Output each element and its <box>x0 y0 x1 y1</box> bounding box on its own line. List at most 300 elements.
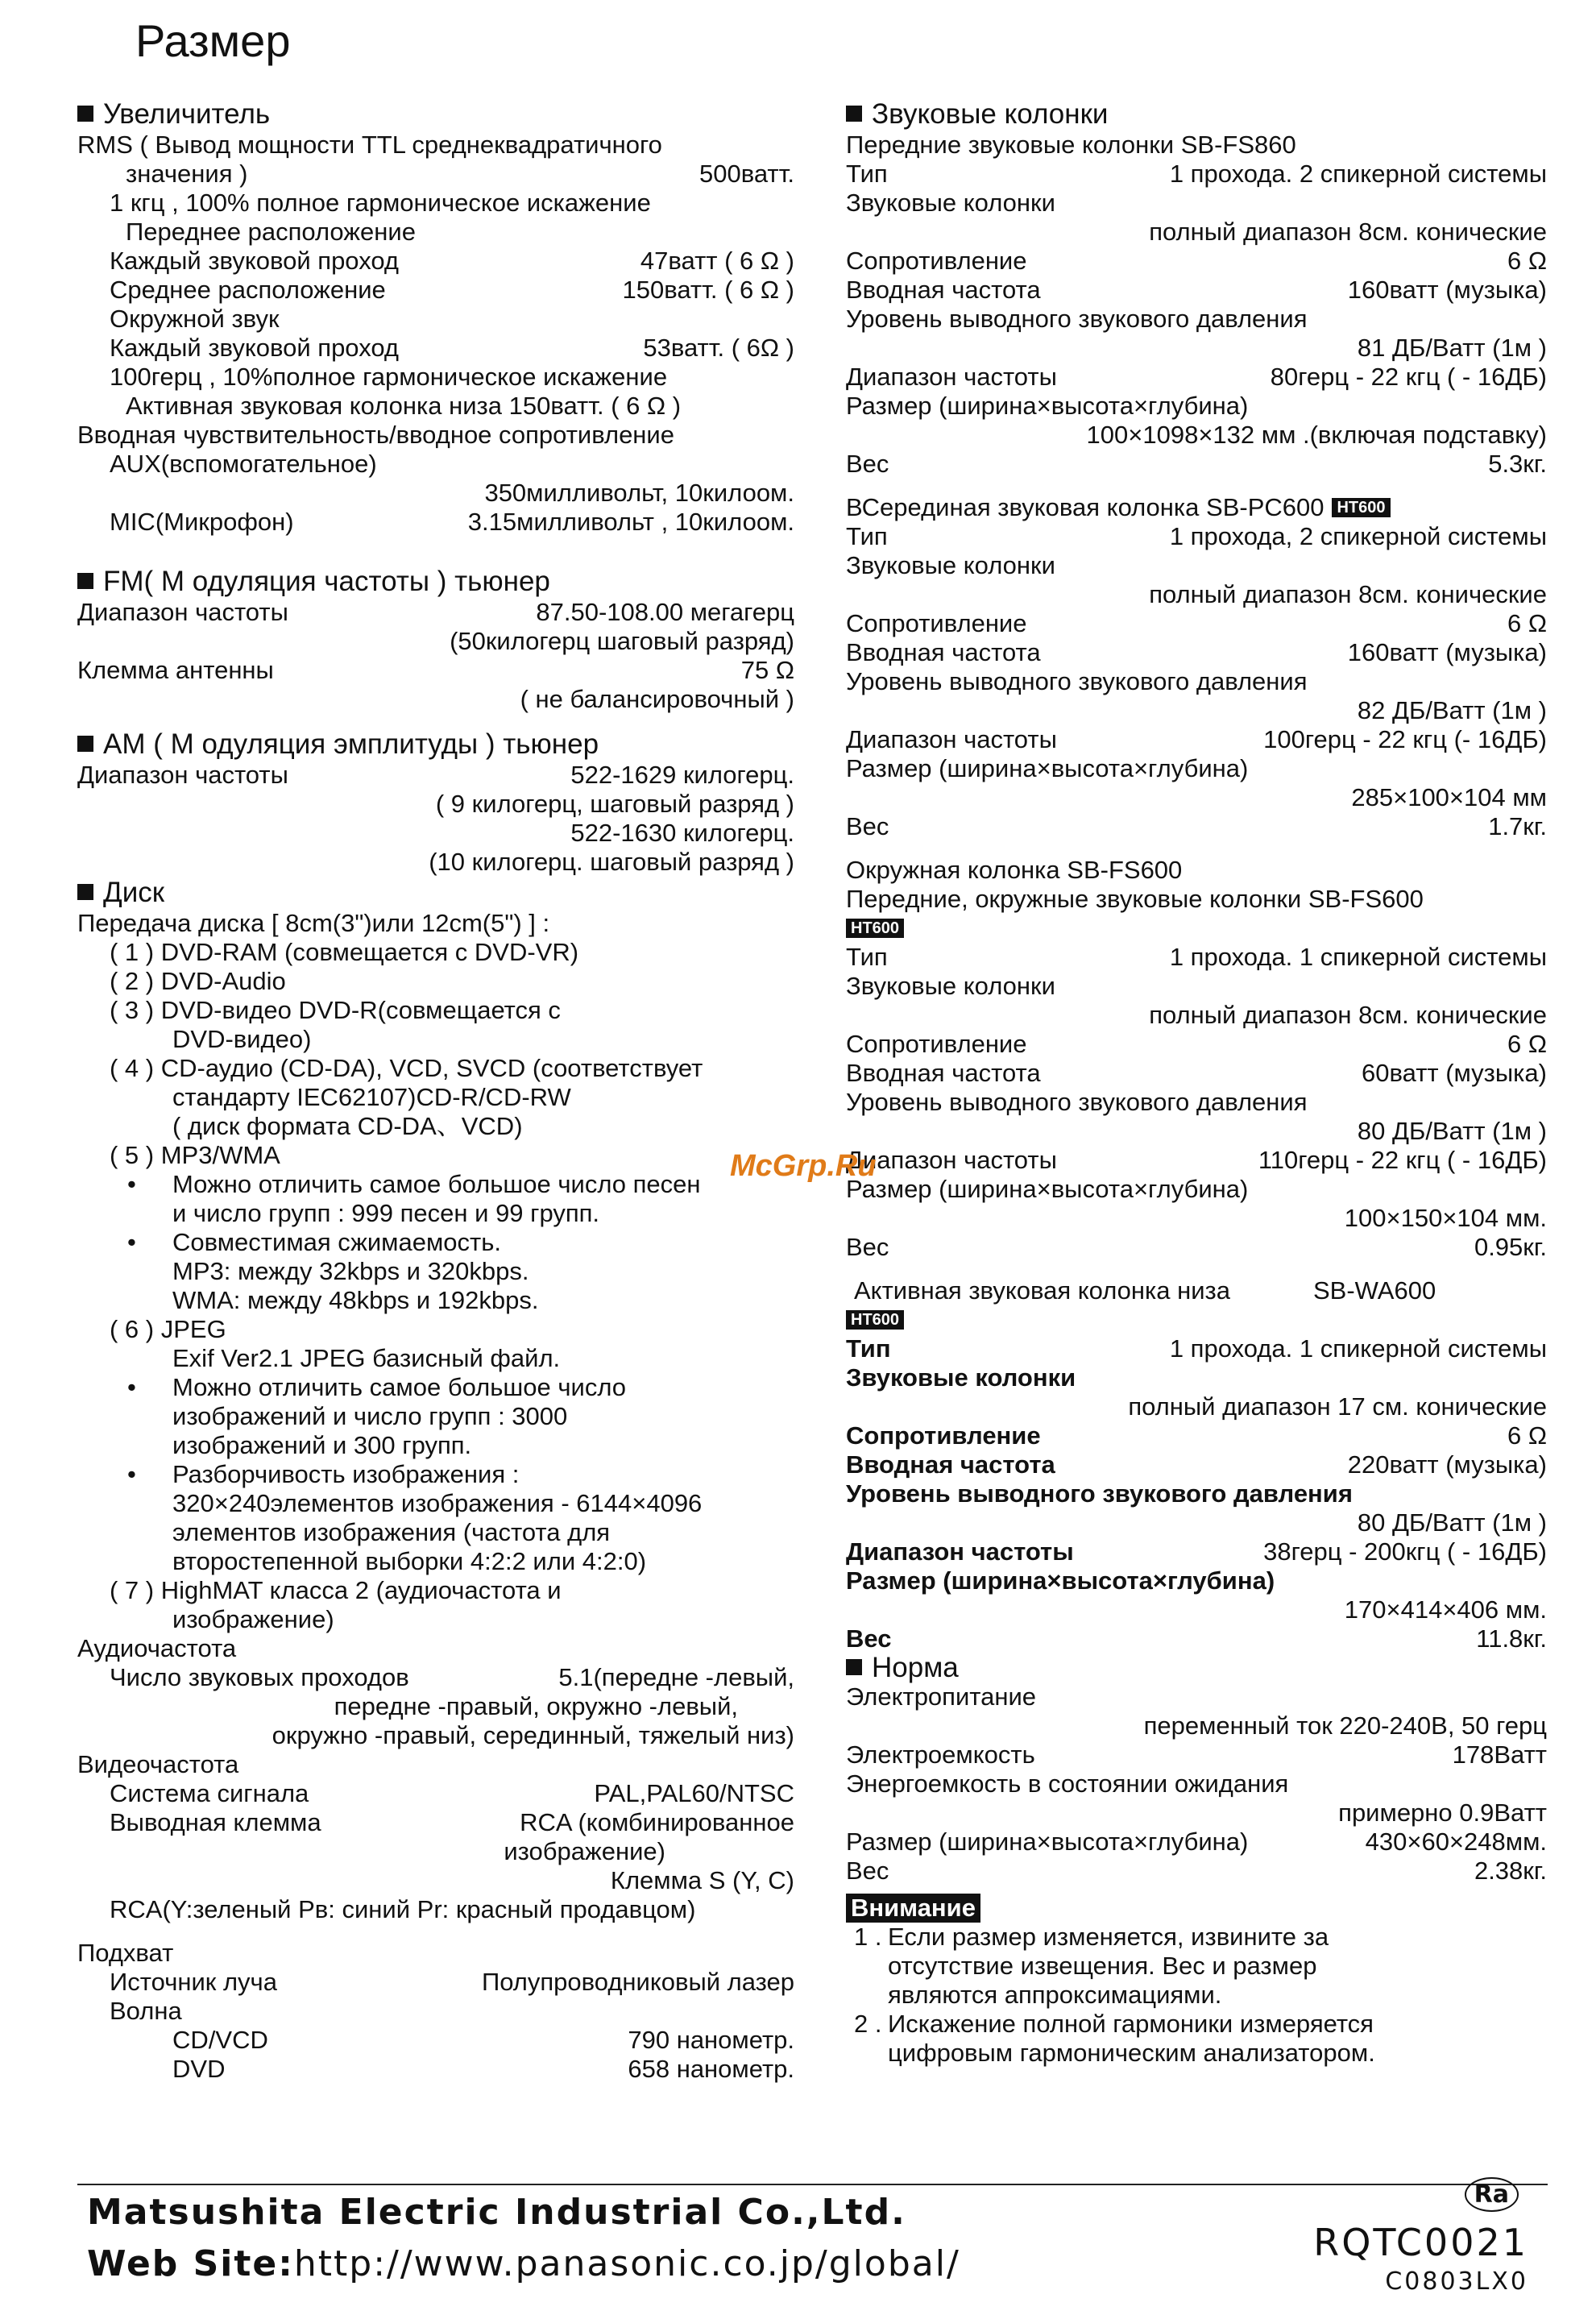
bullet-text: Можно отличить самое большое число песен <box>172 1170 701 1198</box>
spec-row <box>77 334 794 363</box>
spec-value: 110герц - 22 кгц ( - 16ДБ) <box>1258 1146 1547 1174</box>
spec-value: переменный ток 220-240В, 50 герц <box>1143 1711 1547 1740</box>
disc-item-text: WMA: между 48kbps и 192kbps. <box>172 1286 539 1314</box>
spec-row <box>846 1334 1547 1363</box>
footer-divider <box>77 2184 1548 2185</box>
disc-item <box>77 1518 794 1547</box>
spec-row <box>846 1001 1547 1030</box>
warning-label-row <box>846 1894 1547 1923</box>
spec-label: Аудиочастота <box>77 1634 237 1662</box>
spec-row <box>846 1537 1547 1566</box>
spec-row <box>846 247 1547 276</box>
note-text: Если размер изменяется, извините за <box>888 1923 1329 1951</box>
spec-label: Вес <box>846 812 889 840</box>
disc-item-text: ( 3 ) DVD-видео DVD-R(совмещается с <box>110 996 561 1024</box>
spec-row <box>77 189 794 218</box>
spec-value: полный диапазон 8см. конические <box>1149 580 1547 608</box>
spec-value: 150ватт. ( 6 Ω ) <box>622 276 794 304</box>
spec-value: 500ватт. <box>699 160 794 188</box>
spec-row <box>77 131 794 160</box>
speaker-title-wrap <box>846 493 1391 522</box>
spec-value: 87.50-108.00 мегагерц <box>536 598 794 626</box>
document-code: RQTC0021 <box>1313 2221 1528 2264</box>
note-text: Искажение полной гармоники измеряется <box>888 2010 1374 2038</box>
bullet-item <box>77 1373 794 1402</box>
spec-value: Полупроводниковый лазер <box>481 1968 794 1996</box>
spec-row <box>846 1175 1547 1204</box>
spec-label: Диапазон частоты <box>846 363 1057 391</box>
model-badge: HT600 <box>1332 498 1390 517</box>
spec-value: 1 прохода. 1 спикерной системы <box>1169 1334 1547 1363</box>
disc-item-text: ( 4 ) CD-аудио (CD-DA), VCD, SVCD (соответствует <box>110 1054 703 1082</box>
speaker-title-text: Активная звуковая колонка низа <box>854 1276 1230 1305</box>
amp-heading <box>77 98 794 131</box>
spec-label: Звуковые колонки <box>846 972 1055 1000</box>
spec-label: Активная звуковая колонка низа 150ватт. ( 6 Ω ) <box>126 392 682 420</box>
disc-item <box>77 1257 794 1286</box>
spec-row <box>846 638 1547 667</box>
spec-row <box>846 189 1547 218</box>
spec-label: Уровень выводного звукового давления <box>846 667 1308 695</box>
disc-item <box>77 1141 794 1170</box>
spec-value: 6 Ω <box>1507 247 1547 275</box>
spec-label: Система сигнала <box>110 1779 309 1807</box>
spec-label: Число звуковых проходов <box>110 1663 409 1691</box>
spec-label: Вес <box>846 450 889 478</box>
disc-item-text: MP3: между 32kbps и 320kbps. <box>172 1257 529 1285</box>
spec-value: 81 ДБ/Ватт (1м ) <box>1357 334 1547 362</box>
spec-value: Клемма S (Y, C) <box>610 1866 794 1894</box>
spec-label: Уровень выводного звукового давления <box>846 305 1308 333</box>
disc-item <box>77 1489 794 1518</box>
spec-row <box>846 421 1547 450</box>
spec-value: 430×60×248мм. <box>1365 1828 1547 1856</box>
speaker-model: SB-WA600 <box>1313 1276 1436 1305</box>
spec-value: (50килогерц шаговый разряд) <box>450 627 794 655</box>
spec-row <box>77 276 794 305</box>
spec-label: Среднее расположение <box>110 276 386 304</box>
speakers-heading <box>846 98 1547 131</box>
spec-label: Звуковые колонки <box>846 1363 1076 1392</box>
spec-label: Уровень выводного звукового давления <box>846 1088 1308 1116</box>
spec-value: 47ватт ( 6 Ω ) <box>640 247 794 275</box>
spec-row <box>846 160 1547 189</box>
bullet-item <box>77 1228 794 1257</box>
spec-row <box>77 1808 794 1837</box>
spec-label: Вводная частота <box>846 1059 1041 1087</box>
spec-row <box>846 334 1547 363</box>
disc-item-text: Exif Ver2.1 JPEG базисный файл. <box>172 1344 561 1372</box>
spec-row <box>77 247 794 276</box>
spec-row <box>846 783 1547 812</box>
spec-label: Тип <box>846 943 888 971</box>
square-bullet-icon <box>846 106 862 122</box>
bullet-text: Можно отличить самое большое число <box>172 1373 626 1401</box>
speaker-title-text: Передние звуковые колонки SB-FS860 <box>846 131 1296 159</box>
spec-row <box>77 2026 794 2055</box>
spec-row <box>846 218 1547 247</box>
spec-label: Выводная клемма <box>110 1808 321 1836</box>
am-heading <box>77 728 794 761</box>
disc-item <box>77 1025 794 1054</box>
spec-label: Электропитание <box>846 1682 1037 1711</box>
spec-label: Сопротивление <box>846 1030 1027 1058</box>
spec-row <box>846 1682 1547 1711</box>
spec-label: Электроемкость <box>846 1740 1035 1769</box>
spec-label: Клемма антенны <box>77 656 274 684</box>
spec-value: 160ватт (музыка) <box>1347 638 1547 666</box>
square-bullet-icon <box>77 573 93 589</box>
spec-value: примерно 0.9Ватт <box>1338 1798 1547 1827</box>
speaker-title <box>846 856 1547 885</box>
disc-item-text: ( 2 ) DVD-Audio <box>110 967 286 995</box>
note-text: цифровым гармоническим анализатором. <box>888 2039 1375 2067</box>
spec-value: 100герц - 22 кгц (- 16ДБ) <box>1263 725 1547 753</box>
speaker-title-text: Передние, окружные звуковые колонки SB-FS600 <box>846 885 1424 913</box>
spec-label: Размер (ширина×высота×глубина) <box>846 392 1249 420</box>
spec-row <box>77 819 794 848</box>
spec-row <box>846 1798 1547 1828</box>
spec-row <box>77 305 794 334</box>
spec-value: 2.38кг. <box>1474 1857 1547 1885</box>
disc-item <box>77 1605 794 1634</box>
disc-heading <box>77 877 794 909</box>
spec-row <box>77 656 794 685</box>
spec-row <box>846 696 1547 725</box>
spec-row <box>77 1663 794 1692</box>
disc-item-text: ( 6 ) JPEG <box>110 1315 226 1343</box>
spec-label: RMS ( Вывод мощности TTL среднеквадратичного <box>77 131 662 159</box>
spec-value: 522-1630 килогерц. <box>570 819 794 847</box>
spec-label: Диапазон частоты <box>846 1146 1057 1174</box>
spec-value: 38герц - 200кгц ( - 16ДБ) <box>1263 1537 1547 1566</box>
fm-heading <box>77 566 794 598</box>
spec-label: Размер (ширина×высота×глубина) <box>846 1566 1275 1595</box>
spec-label: Диапазон частоты <box>846 1537 1074 1566</box>
spec-row <box>846 551 1547 580</box>
note-text: отсутствие извещения. Вес и размер <box>888 1952 1317 1980</box>
spec-row <box>846 1828 1547 1857</box>
spec-value: 5.3кг. <box>1488 450 1547 478</box>
speaker-title-text: Окружная колонка SB-FS600 <box>846 856 1183 884</box>
spec-value: передне -правый, окружно -левый, <box>334 1692 738 1720</box>
disc-item <box>77 1431 794 1460</box>
spec-row <box>77 1895 794 1924</box>
spec-label: Вводная частота <box>846 638 1041 666</box>
disc-item-text: стандарту IEC62107)CD-R/CD-RW <box>172 1083 571 1111</box>
spec-value: 1 прохода. 1 спикерной системы <box>1169 943 1547 971</box>
spec-label: Вес <box>846 1233 889 1261</box>
spec-label: Тип <box>846 522 888 550</box>
bullet-item <box>77 1460 794 1489</box>
spec-value: PAL,PAL60/NTSC <box>594 1779 794 1807</box>
spec-label: Диапазон частоты <box>846 725 1057 753</box>
spec-row <box>77 508 794 537</box>
disc-item-text: второстепенной выборки 4:2:2 или 4:2:0) <box>172 1547 647 1575</box>
page-title: Размер <box>135 15 291 66</box>
spec-value: 6 Ω <box>1507 1421 1547 1450</box>
spec-label: AUX(вспомогательное) <box>110 450 377 478</box>
spec-row <box>77 627 794 656</box>
note-item <box>846 1923 1547 1952</box>
am-heading-text: AM ( М одуляция эмплитуды ) тьюнер <box>103 728 599 760</box>
note-item <box>846 1981 1547 2010</box>
left-column <box>77 98 794 2084</box>
spec-label: Размер (ширина×высота×глубина) <box>846 1828 1249 1856</box>
spec-row <box>77 1634 794 1663</box>
spec-label: DVD <box>172 2055 226 2083</box>
spec-value: 60ватт (музыка) <box>1362 1059 1547 1087</box>
spec-row <box>77 1968 794 1997</box>
spec-label: Источник луча <box>110 1968 277 1996</box>
spec-label: Окружной звук <box>110 305 280 333</box>
note-text: являются аппроксимациями. <box>888 1981 1222 2009</box>
spec-row <box>846 1450 1547 1479</box>
spec-note: 100герц , 10%полное гармоническое искажение <box>110 363 668 391</box>
spec-value: 6 Ω <box>1507 609 1547 637</box>
disc-item <box>77 1315 794 1344</box>
spec-value: 522-1629 килогерц. <box>570 761 794 789</box>
spec-row <box>846 667 1547 696</box>
spec-row <box>77 1939 794 1968</box>
spec-row <box>846 1711 1547 1740</box>
spec-label: Вводная частота <box>846 1450 1055 1479</box>
spec-label: Сопротивление <box>846 609 1027 637</box>
spec-row <box>846 1059 1547 1088</box>
note-item <box>846 1952 1547 1981</box>
speaker-title <box>846 885 1547 914</box>
spec-value: 53ватт. ( 6Ω ) <box>643 334 794 362</box>
disc-item <box>77 1402 794 1431</box>
spec-row <box>846 1030 1547 1059</box>
spec-label: значения ) <box>126 160 248 188</box>
spec-value: ( не балансировочный ) <box>520 685 794 713</box>
amp-heading-text: Увеличитель <box>103 98 271 130</box>
spec-row <box>846 1088 1547 1117</box>
fm-heading-text: FM( М одуляция частоты ) тьюнер <box>103 566 550 597</box>
note-item <box>846 2039 1547 2068</box>
disc-item <box>77 1344 794 1373</box>
disc-item <box>77 1083 794 1112</box>
spec-label: Звуковые колонки <box>846 551 1055 579</box>
spec-value: полный диапазон 8см. конические <box>1149 1001 1547 1029</box>
spec-row <box>846 972 1547 1001</box>
spec-row <box>846 754 1547 783</box>
spec-row <box>77 1997 794 2026</box>
spec-row <box>846 1479 1547 1508</box>
spec-label: Размер (ширина×высота×глубина) <box>846 754 1249 782</box>
spec-row <box>77 2055 794 2084</box>
website-label: Web Site: <box>87 2243 294 2284</box>
spec-label: Подхват <box>77 1939 174 1967</box>
spec-value: 350милливольт, 10килоом. <box>484 479 794 507</box>
spec-row <box>846 609 1547 638</box>
spec-row <box>846 1566 1547 1595</box>
disc-item <box>77 1054 794 1083</box>
spec-value: 11.8кг. <box>1476 1624 1547 1653</box>
spec-label: Вводная частота <box>846 276 1041 304</box>
disc-item-text: изображений и число групп : 3000 <box>172 1402 568 1430</box>
spec-row <box>846 1595 1547 1624</box>
spec-row <box>846 1363 1547 1392</box>
spec-row <box>846 1421 1547 1450</box>
spec-row <box>77 160 794 189</box>
spec-value: 658 нанометр. <box>628 2055 794 2083</box>
model-badge: HT600 <box>846 919 904 938</box>
spec-row <box>77 363 794 392</box>
spec-row <box>846 580 1547 609</box>
disc-item <box>77 1199 794 1228</box>
spec-row <box>846 1117 1547 1146</box>
badge-row <box>846 914 1547 943</box>
spec-value: 285×100×104 мм <box>1351 783 1547 811</box>
spec-row <box>77 218 794 247</box>
note-number: 1 . <box>854 1923 882 1951</box>
spec-row <box>77 790 794 819</box>
spec-row <box>77 1837 794 1866</box>
spec-value: 82 ДБ/Ватт (1м ) <box>1357 696 1547 724</box>
spec-row <box>846 943 1547 972</box>
website-line <box>87 2243 960 2284</box>
spec-value: 790 нанометр. <box>628 2026 794 2054</box>
spec-row <box>846 1857 1547 1886</box>
square-bullet-icon <box>77 884 93 900</box>
disc-item-text: изображений и 300 групп. <box>172 1431 472 1459</box>
spec-label: Каждый звуковой проход <box>110 334 399 362</box>
right-column <box>846 98 1547 2068</box>
spec-row <box>77 1779 794 1808</box>
bullet-text: Совместимая сжимаемость. <box>172 1228 501 1256</box>
disc-item-text: и число групп : 999 песен и 99 групп. <box>172 1199 600 1227</box>
square-bullet-icon <box>77 736 93 752</box>
spec-value: 5.1(передне -левый, <box>558 1663 794 1691</box>
disc-item <box>77 1112 794 1141</box>
spec-row <box>77 848 794 877</box>
spec-row <box>77 1721 794 1750</box>
spec-row <box>846 305 1547 334</box>
spec-value: 75 Ω <box>740 656 794 684</box>
spec-value: 1.7кг. <box>1488 812 1547 840</box>
spec-label: Сопротивление <box>846 247 1027 275</box>
spec-row <box>77 1692 794 1721</box>
spec-value: RCA (комбинированное <box>520 1808 794 1836</box>
square-bullet-icon <box>77 106 93 122</box>
speakers-heading-text: Звуковые колонки <box>872 98 1109 130</box>
speaker-title <box>846 131 1547 160</box>
spec-row <box>77 1866 794 1895</box>
spec-value: 1 прохода. 2 спикерной системы <box>1169 160 1547 188</box>
spec-label: Вводная чувствительность/вводное сопротивление <box>77 421 674 449</box>
disc-item-text: ( 1 ) DVD-RAM (совмещается с DVD-VR) <box>110 938 579 966</box>
disc-item-text: элементов изображения (частота для <box>172 1518 611 1546</box>
spec-row <box>846 1392 1547 1421</box>
spec-value: (10 килогерц. шаговый разряд ) <box>429 848 794 876</box>
disc-item-text: ( 5 ) MP3/WMA <box>110 1141 280 1169</box>
spec-value: 80 ДБ/Ватт (1м ) <box>1357 1508 1547 1537</box>
spec-value: 170×414×406 мм. <box>1344 1595 1547 1624</box>
spec-row <box>77 392 794 421</box>
spec-value: 6 Ω <box>1507 1030 1547 1058</box>
spec-row <box>846 392 1547 421</box>
website-url[interactable]: http://www.panasonic.co.jp/global/ <box>293 2243 960 2284</box>
spec-row <box>846 450 1547 479</box>
spec-value: ( 9 килогерц, шаговый разряд ) <box>435 790 794 818</box>
spec-value: 1 прохода, 2 спикерной системы <box>1169 522 1547 550</box>
spec-value: 100×1098×132 мм .(включая подставку) <box>1086 421 1547 449</box>
spec-row <box>846 276 1547 305</box>
spec-label: Переднее расположение <box>126 218 416 246</box>
spec-value: 80 ДБ/Ватт (1м ) <box>1357 1117 1547 1145</box>
spec-value: изображение) <box>504 1837 665 1865</box>
spec-label: Энергоемкость в состоянии ожидания <box>846 1769 1289 1798</box>
spec-label: Каждый звуковой проход <box>110 247 399 275</box>
spec-row <box>846 363 1547 392</box>
spec-row <box>846 1146 1547 1175</box>
spec-value: 0.95кг. <box>1474 1233 1547 1261</box>
disc-item <box>77 1547 794 1576</box>
disc-item <box>77 1286 794 1315</box>
spec-label: Волна <box>110 1997 182 2025</box>
model-badge: HT600 <box>846 1310 904 1330</box>
speaker-title <box>846 493 1547 522</box>
spec-label: Уровень выводного звукового давления <box>846 1479 1353 1508</box>
norm-heading <box>846 1653 1547 1682</box>
spec-row <box>846 1624 1547 1653</box>
spec-label: Вес <box>846 1624 892 1653</box>
spec-row <box>846 1204 1547 1233</box>
spec-value: 178Ватт <box>1452 1740 1547 1769</box>
spec-label: Сопротивление <box>846 1421 1041 1450</box>
spec-note: 1 кгц , 100% полное гармоническое искажение <box>110 189 651 217</box>
watermark: McGrp.Ru <box>730 1149 877 1183</box>
norm-heading-text: Норма <box>872 1652 959 1683</box>
spec-label: Размер (ширина×высота×глубина) <box>846 1175 1249 1203</box>
spec-row <box>846 1740 1547 1769</box>
disc-item-text: DVD-видео) <box>172 1025 312 1053</box>
spec-row <box>77 421 794 450</box>
spec-label: Тип <box>846 160 888 188</box>
disc-item <box>77 967 794 996</box>
speaker-title <box>846 1276 1547 1305</box>
disc-heading-text: Диск <box>103 877 165 908</box>
spec-row <box>77 450 794 479</box>
spec-value: полный диапазон 8см. конические <box>1149 218 1547 246</box>
badge-row <box>846 1305 1547 1334</box>
bullet-text: Разборчивость изображения : <box>172 1460 520 1488</box>
spec-label: MIC(Микрофон) <box>110 508 294 536</box>
note-number: 2 . <box>854 2010 882 2038</box>
warning-label: Внимание <box>846 1894 980 1923</box>
square-bullet-icon <box>846 1659 862 1675</box>
spec-label: Передача диска [ 8cm(3")или 12cm(5") ] : <box>77 909 550 937</box>
company-name: Matsushita Electric Industrial Co.,Ltd. <box>87 2192 906 2233</box>
spec-row <box>846 1233 1547 1262</box>
bullet-item <box>77 1170 794 1199</box>
spec-label: Видеочастота <box>77 1750 239 1778</box>
spec-label: CD/VCD <box>172 2026 268 2054</box>
spec-label: Звуковые колонки <box>846 189 1055 217</box>
spec-label: Диапазон частоты <box>77 598 288 626</box>
spec-row <box>77 598 794 627</box>
spec-row <box>77 761 794 790</box>
disc-item-text: ( 7 ) HighMAT класса 2 (аудиочастота и <box>110 1576 562 1604</box>
print-code: C0803LX0 <box>1385 2267 1528 2296</box>
disc-item <box>77 1576 794 1605</box>
spec-row <box>846 1769 1547 1798</box>
spec-value: полный диапазон 17 см. конические <box>1128 1392 1547 1421</box>
spec-row <box>77 1750 794 1779</box>
spec-value: 3.15милливольт , 10килоом. <box>467 508 794 536</box>
